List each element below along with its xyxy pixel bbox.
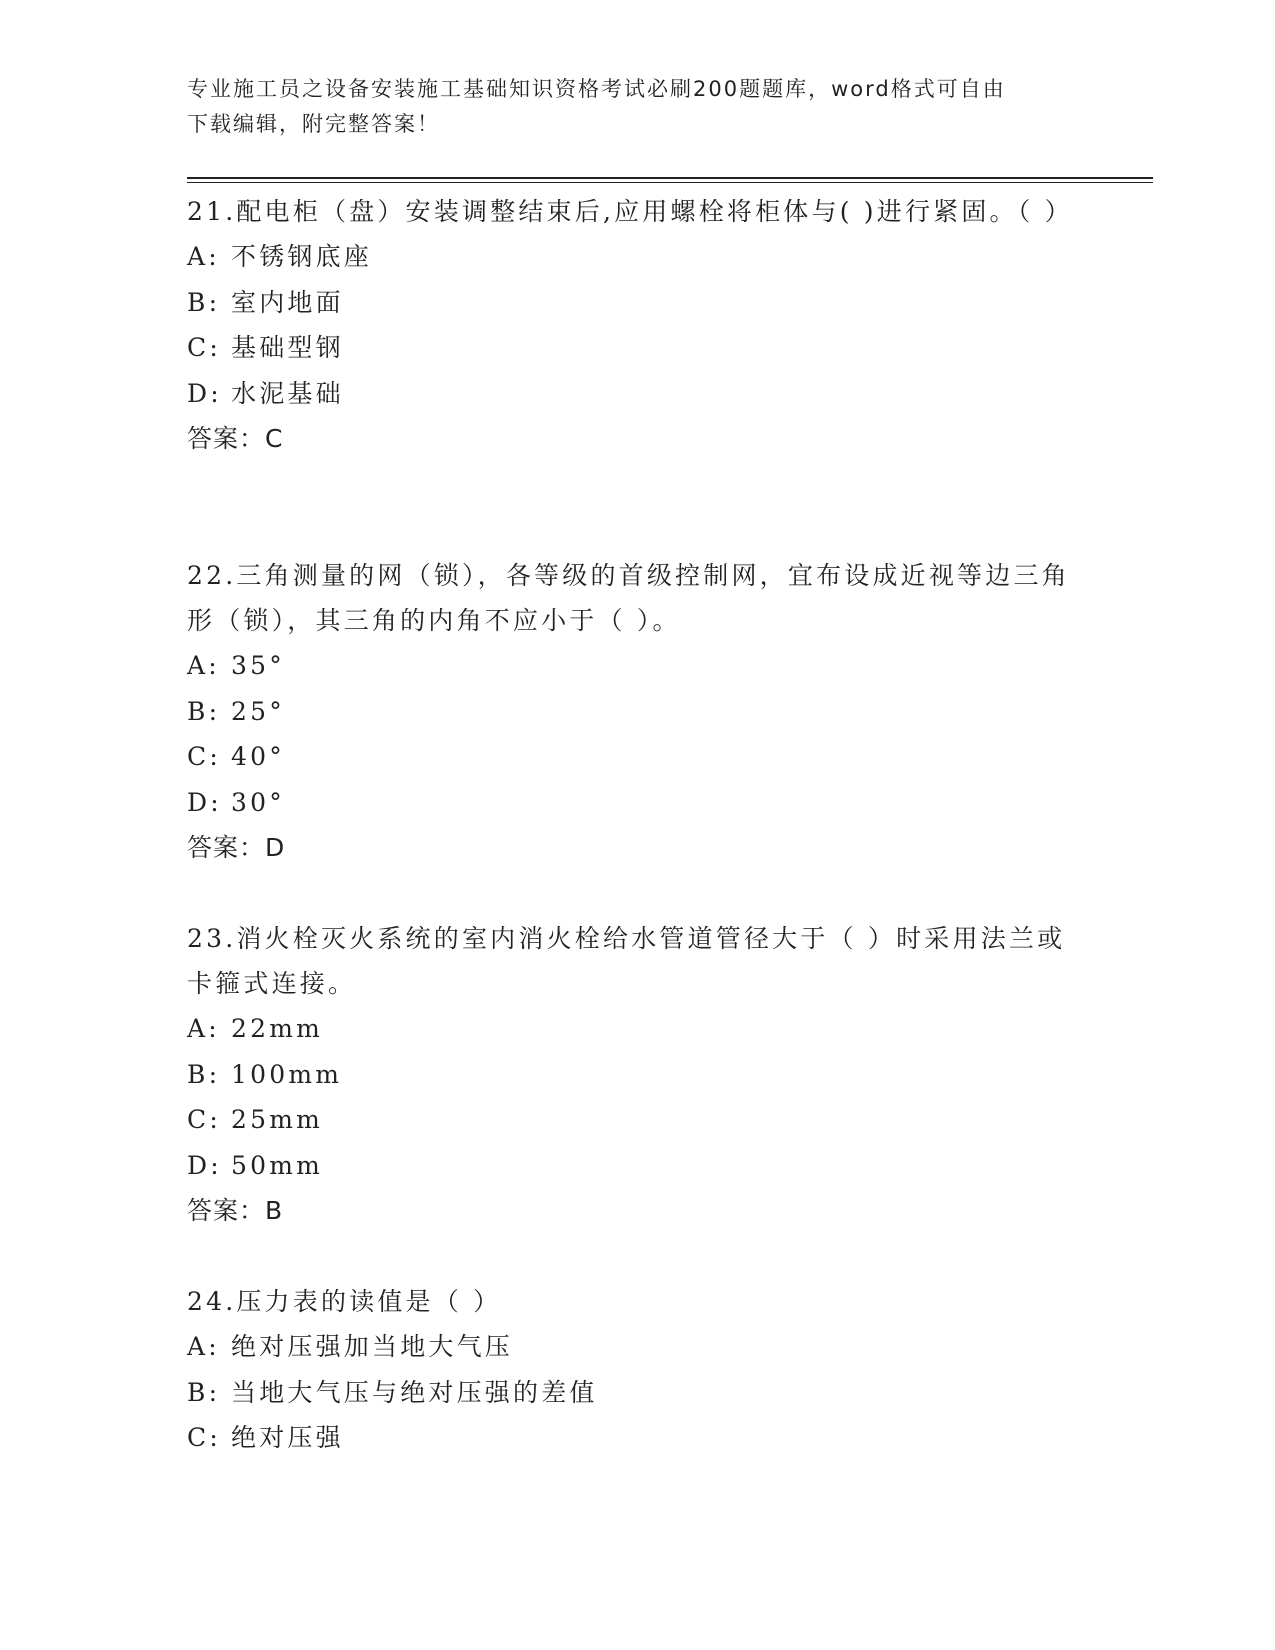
option-b — [187, 280, 1087, 326]
option-text: 25mm — [231, 1105, 324, 1134]
option-key: B: — [187, 696, 221, 726]
option-key: C: — [187, 1423, 221, 1452]
option-a — [187, 234, 1087, 280]
option-d — [187, 371, 1087, 417]
option-b — [187, 689, 1087, 735]
option-text: 35° — [231, 651, 285, 680]
option-text: 22mm — [231, 1014, 324, 1043]
header-divider-thick — [187, 177, 1153, 179]
option-key: C: — [187, 333, 221, 362]
question-stem: 21.配电柜（盘）安装调整结束后,应用螺栓将柜体与( )进行紧固。（ ） — [187, 197, 1073, 226]
option-a — [187, 643, 1087, 689]
question-stem: 22.三角测量的网（锁），各等级的首级控制网，宜布设成近视等边三角形（锁），其三角的内角不应小于（ ）。 — [187, 561, 1070, 635]
option-b — [187, 1052, 1087, 1098]
option-text: 25° — [231, 696, 285, 726]
question-21 — [187, 189, 1087, 461]
answer-line: 答案：D — [187, 833, 286, 862]
option-c — [187, 734, 1087, 780]
option-key: C: — [187, 1105, 221, 1134]
option-key: D: — [187, 787, 222, 817]
option-text: 水泥基础 — [231, 378, 344, 408]
option-text: 室内地面 — [231, 287, 344, 317]
option-key: C: — [187, 742, 221, 771]
option-text: 绝对压强 — [231, 1423, 344, 1452]
answer-line: 答案：C — [187, 424, 284, 453]
option-key: A: — [187, 651, 220, 680]
option-key: B: — [187, 1377, 221, 1407]
question-24 — [187, 1279, 1087, 1461]
option-key: B: — [187, 287, 221, 317]
option-text: 30° — [231, 787, 285, 817]
option-text: 绝对压强加当地大气压 — [231, 1332, 514, 1361]
question-23 — [187, 916, 1087, 1233]
question-stem: 23.消火栓灭火系统的室内消火栓给水管道管径大于（ ）时采用法兰或卡箍式连接。 — [187, 924, 1066, 998]
option-text: 100mm — [231, 1059, 343, 1089]
option-d — [187, 780, 1087, 826]
option-text: 不锈钢底座 — [231, 242, 373, 271]
option-key: A: — [187, 1014, 220, 1043]
option-a — [187, 1324, 1087, 1370]
option-key: A: — [187, 1332, 220, 1361]
answer-line: 答案：B — [187, 1196, 284, 1225]
document-header — [187, 72, 1067, 142]
option-key: D: — [187, 1150, 222, 1180]
header-title-line-2: 下载编辑，附完整答案！ — [187, 112, 440, 136]
header-title-line-1: 专业施工员之设备安装施工基础知识资格考试必刷200题题库，word格式可自由 — [187, 77, 1006, 101]
option-c — [187, 1097, 1087, 1143]
option-text: 50mm — [231, 1150, 324, 1180]
option-text: 40° — [231, 742, 285, 771]
option-key: B: — [187, 1059, 221, 1089]
option-a — [187, 1006, 1087, 1052]
option-b — [187, 1370, 1087, 1416]
option-key: D: — [187, 378, 222, 408]
option-text: 基础型钢 — [231, 333, 344, 362]
header-divider-thin — [187, 182, 1153, 183]
option-c — [187, 1415, 1087, 1461]
option-d — [187, 1143, 1087, 1189]
question-stem: 24.压力表的读值是（ ） — [187, 1287, 502, 1316]
option-c — [187, 325, 1087, 371]
question-22 — [187, 553, 1087, 870]
option-text: 当地大气压与绝对压强的差值 — [231, 1377, 598, 1407]
option-key: A: — [187, 242, 220, 271]
